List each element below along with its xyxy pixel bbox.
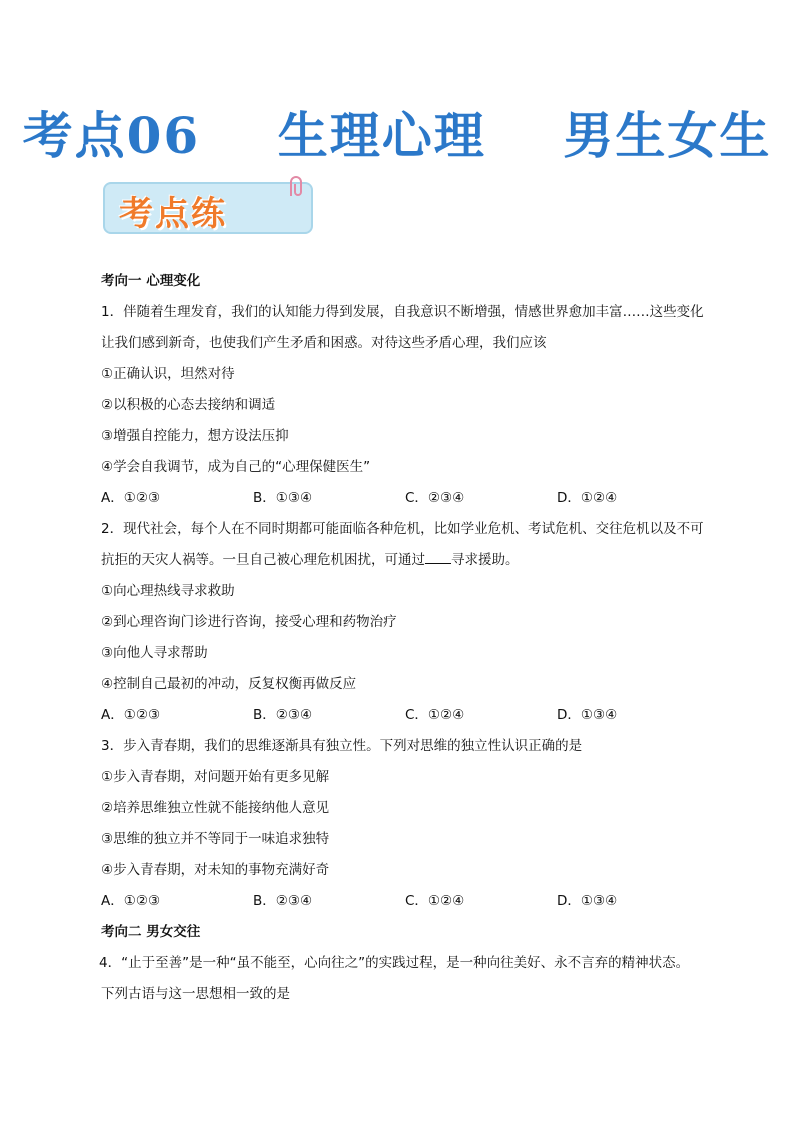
question-2-item: ③向他人寻求帮助 <box>101 645 208 661</box>
question-1-stem-line2: 让我们感到新奇，也使我们产生矛盾和困惑。对待这些矛盾心理，我们应该 <box>101 335 547 351</box>
question-4-stem-line1: 4．“止于至善”是一种“虽不能至，心向往之”的实践过程，是一种向往美好、永不言弃的精神状态。 <box>99 955 690 971</box>
option-c: C．①②④ <box>405 707 465 723</box>
option-c: C．②③④ <box>405 490 465 506</box>
answer-blank <box>425 549 451 564</box>
practice-badge <box>103 176 317 236</box>
question-1-item: ②以积极的心态去接纳和调适 <box>101 397 276 413</box>
question-2-item: ②到心理咨询门诊进行咨询，接受心理和药物治疗 <box>101 614 397 630</box>
question-1-stem-line1: 1．伴随着生理发育，我们的认知能力得到发展，自我意识不断增强，情感世界愈加丰富……这些变化 <box>101 304 704 320</box>
section-heading: 考向一 心理变化 <box>101 273 201 289</box>
question-3-stem: 3．步入青春期，我们的思维逐渐具有独立性。下列对思维的独立性认识正确的是 <box>101 738 583 754</box>
option-c: C．①②④ <box>405 893 465 909</box>
question-2-options <box>101 700 721 731</box>
question-2-stem-line1: 2．现代社会，每个人在不同时期都可能面临各种危机，比如学业危机、考试危机、交往危机以及不可 <box>101 521 704 537</box>
option-b: B．①③④ <box>253 490 313 506</box>
question-3-item: ①步入青春期，对问题开始有更多见解 <box>101 769 330 785</box>
question-4-stem-line2: 下列古语与这一思想相一致的是 <box>101 986 290 1002</box>
option-b: B．②③④ <box>253 893 313 909</box>
question-1-options <box>101 483 721 514</box>
option-a: A．①②③ <box>101 707 161 723</box>
question-2-stem-part2: 寻求援助。 <box>451 552 519 568</box>
question-3-item: ②培养思维独立性就不能接纳他人意见 <box>101 800 330 816</box>
question-1-item: ③增强自控能力，想方设法压抑 <box>101 428 289 444</box>
question-2-stem-line2 <box>101 545 721 576</box>
badge-label: 考点练 <box>119 194 227 234</box>
question-1-item: ①正确认识，坦然对待 <box>101 366 235 382</box>
question-list <box>101 266 721 1010</box>
paperclip-icon <box>287 176 305 198</box>
option-d: D．①②④ <box>557 490 618 506</box>
question-3-options <box>101 886 721 917</box>
question-2-item: ④控制自己最初的冲动，反复权衡再做反应 <box>101 676 357 692</box>
option-d: D．①③④ <box>557 707 618 723</box>
option-a: A．①②③ <box>101 893 161 909</box>
option-d: D．①③④ <box>557 893 618 909</box>
question-3-item: ③思维的独立并不等同于一味追求独特 <box>101 831 330 847</box>
question-1-item: ④学会自我调节，成为自己的“心理保健医生” <box>101 459 371 475</box>
question-2-item: ①向心理热线寻求救助 <box>101 583 235 599</box>
page-title: 考点06 生理心理 男生女生 <box>22 106 772 165</box>
option-b: B．②③④ <box>253 707 313 723</box>
question-2-stem-part1: 抗拒的天灾人祸等。一旦自己被心理危机困扰，可通过 <box>101 552 425 568</box>
section-heading: 考向二 男女交往 <box>101 924 201 940</box>
option-a: A．①②③ <box>101 490 161 506</box>
question-3-item: ④步入青春期，对未知的事物充满好奇 <box>101 862 330 878</box>
